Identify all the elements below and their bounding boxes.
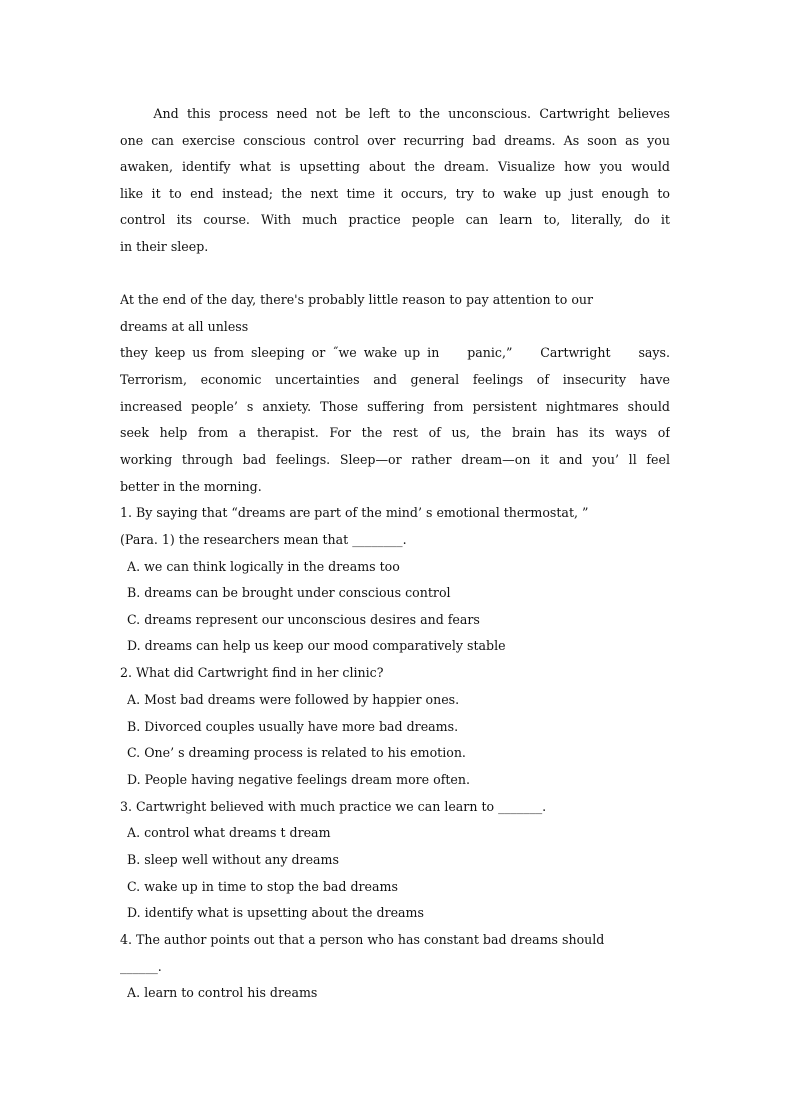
answer-option: D. dreams can help us keep our mood comparatively stable bbox=[127, 638, 506, 653]
paragraph-line: one can exercise conscious control over recurring bad dreams. As soon as you bbox=[120, 133, 670, 148]
answer-option: A. Most bad dreams were followed by happier ones. bbox=[127, 692, 460, 707]
answer-option: B. sleep well without any dreams bbox=[127, 852, 339, 867]
answer-option: A. control what dreams t dream bbox=[127, 825, 331, 840]
answer-option: A. we can think logically in the dreams too bbox=[127, 559, 400, 574]
paragraph-line: awaken, identify what is upsetting about the dream. Visualize how you would bbox=[120, 159, 670, 174]
question-stem: 4. The author points out that a person who has constant bad dreams should bbox=[120, 932, 605, 947]
paragraph-line: they keep us from sleeping or ˝we wake up in panic,” Cartwright says. bbox=[120, 345, 670, 360]
answer-option: C. dreams represent our unconscious desires and fears bbox=[127, 612, 480, 627]
paragraph-line: working through bad feelings. Sleep—or rather dream—on it and you’ ll feel bbox=[120, 452, 670, 467]
answer-option: D. People having negative feelings dream more often. bbox=[127, 772, 470, 787]
paragraph-line: like it to end instead; the next time it occurs, try to wake up just enough to bbox=[120, 186, 670, 201]
question-stem: 2. What did Cartwright find in her clinic? bbox=[120, 665, 384, 680]
paragraph-line: seek help from a therapist. For the rest of us, the brain has its ways of bbox=[120, 425, 670, 440]
answer-option: B. Divorced couples usually have more bad dreams. bbox=[127, 719, 459, 734]
answer-option: D. identify what is upsetting about the dreams bbox=[127, 905, 424, 920]
paragraph-line: At the end of the day, there's probably little reason to pay attention to our bbox=[120, 292, 594, 307]
question-stem: ______. bbox=[120, 959, 162, 974]
paragraph-line: better in the morning. bbox=[120, 479, 262, 494]
answer-option: A. learn to control his dreams bbox=[127, 985, 318, 1000]
paragraph-line: control its course. With much practice people can learn to, literally, do it bbox=[120, 212, 670, 227]
paragraph-line: increased people’ s anxiety. Those suffering from persistent nightmares should bbox=[120, 399, 670, 414]
answer-option: C. One’ s dreaming process is related to his emotion. bbox=[127, 745, 466, 760]
paragraph-line: And this process need not be left to the unconscious. Cartwright believes bbox=[120, 106, 670, 121]
answer-option: C. wake up in time to stop the bad dreams bbox=[127, 879, 398, 894]
question-stem: 1. By saying that “dreams are part of the mind’ s emotional thermostat, ” bbox=[120, 505, 589, 520]
paragraph-line: dreams at all unless bbox=[120, 319, 249, 334]
paragraph-line: in their sleep. bbox=[120, 239, 209, 254]
question-stem: 3. Cartwright believed with much practice we can learn to _______. bbox=[120, 799, 547, 814]
answer-option: B. dreams can be brought under conscious control bbox=[127, 585, 451, 600]
question-stem: (Para. 1) the researchers mean that ________. bbox=[120, 532, 407, 547]
paragraph-line: Terrorism, economic uncertainties and general feelings of insecurity have bbox=[120, 372, 670, 387]
